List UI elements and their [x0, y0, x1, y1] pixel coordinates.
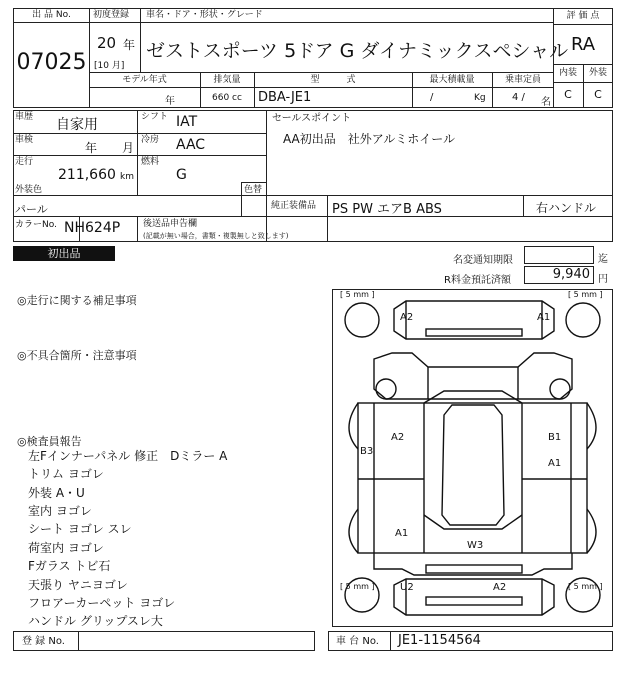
tire-label-rl: [ 5 mm ] [340, 582, 375, 591]
chassis-value: JE1-1154564 [398, 633, 481, 648]
tire-front-left [345, 303, 379, 337]
mileage-label: 走行 [15, 157, 34, 167]
mark-front-bumper-right: A1 [537, 312, 551, 323]
front-bumper [394, 301, 554, 339]
tire-label-rr: [ 5 mm ] [568, 582, 603, 591]
report-line: 天張り ヤニヨゴレ [28, 578, 128, 592]
chassis-label: 車 台 No. [336, 636, 379, 647]
mileage-value: 211,660 [58, 167, 116, 183]
left-headlight [376, 379, 396, 399]
recycle-label: R料金預託済額 [444, 275, 511, 286]
eval-score: RA [570, 34, 596, 55]
body-frame [358, 403, 587, 553]
recycle-unit: 円 [598, 274, 608, 285]
defects-label: ◎不具合箇所・注意事項 [17, 349, 137, 362]
name-change-label: 名変通知期限 [453, 255, 513, 266]
tire-rr-unit: mm [581, 582, 597, 591]
color-value: パール [15, 203, 48, 216]
history-label: 車歴 [15, 112, 34, 122]
car-outline [332, 289, 613, 627]
tire-label-fr: [ 5 mm ] [568, 290, 603, 299]
first-reg-year: 20 [97, 34, 117, 52]
first-reg-month: [10 月] [94, 61, 125, 71]
name-change-box [524, 246, 594, 264]
inspector-label: ◎検査員報告 [17, 435, 82, 448]
first-reg-label: 初度登録 [93, 10, 130, 20]
inspection-label: 車検 [15, 135, 34, 145]
capacity-label: 乗車定員 [504, 75, 541, 85]
ac-label: 冷房 [141, 135, 160, 145]
color-no-value: NH624P [64, 220, 121, 236]
lot-label: 出 品 No. [32, 10, 71, 20]
report-line: トリム ヨゴレ [28, 467, 104, 481]
history-value: 自家用 [56, 117, 98, 133]
tire-fr-value: 5 [573, 290, 579, 299]
tire-fr-unit: mm [581, 290, 597, 299]
sales-point-value: AA初出品 社外アルミホイール [283, 132, 456, 146]
tire-label-fl: [ 5 mm ] [340, 290, 375, 299]
reg-no-label: 登 録 No. [22, 636, 65, 647]
max-load-unit: Kg [474, 93, 486, 103]
report-line: 荷室内 ヨゴレ [28, 541, 104, 555]
mark-rear-bumper-left: U2 [400, 582, 414, 593]
rear-plate [426, 565, 522, 573]
shift-value: IAT [176, 114, 198, 130]
model-year-value: 年 [165, 96, 175, 107]
tire-front-right [566, 303, 600, 337]
recycle-value: 9,940 [552, 267, 590, 282]
driving-notes-label: ◎走行に関する補足事項 [17, 294, 137, 307]
repaint-label: 色替 [244, 185, 263, 195]
eval-label: 評 価 点 [566, 11, 600, 21]
equipment-value: PS PW エアB ABS [332, 202, 442, 217]
tire-rl-value: 5 [345, 582, 351, 591]
right-headlight [550, 379, 570, 399]
color-label: 外装色 [15, 185, 43, 195]
mark-rear-bumper-right: A2 [493, 582, 507, 593]
roof [442, 405, 504, 525]
report-line: シート ヨゴレ スレ [28, 522, 132, 536]
car-name: ゼストスポーツ 5ドア G ダイナミックスペシャル [146, 40, 569, 62]
report-line: フロアーカーペット ヨゴレ [28, 596, 176, 610]
mark-right-rear-door: A1 [548, 458, 562, 469]
shift-label: シフト [141, 112, 169, 122]
report-line: 外装 A・U [28, 486, 85, 500]
post-note: (記載が無い場合，書類・複製無しと致します) [143, 232, 289, 240]
exterior-label: 外装 [588, 68, 607, 78]
color-no-label: カラーNo. [15, 220, 57, 230]
mark-right-front-door: B1 [548, 432, 562, 443]
capacity-unit: 名 [541, 97, 551, 108]
report-line: Fガラス トビ石 [28, 559, 111, 573]
type-value: DBA-JE1 [258, 90, 312, 105]
sales-point-label: セールスポイント [272, 113, 352, 124]
capacity-value: 4 / [512, 92, 525, 103]
mark-left-front-door: A2 [391, 432, 405, 443]
report-line: ハンドル グリップスレ大 [28, 614, 163, 628]
max-load-value: / [430, 92, 434, 103]
name-change-unit: 迄 [598, 254, 608, 265]
front-body [374, 353, 572, 399]
ac-value: AAC [176, 137, 206, 153]
type-label: 型 式 [310, 75, 356, 85]
mileage-unit: km [120, 172, 134, 182]
front-grille [426, 329, 522, 336]
max-load-label: 最大積載量 [429, 75, 475, 85]
first-reg-year-unit: 年 [123, 38, 136, 52]
interior-score: C [564, 88, 572, 101]
tire-fl-value: 5 [345, 290, 351, 299]
mark-left-rear: A1 [395, 528, 409, 539]
interior-label: 内装 [558, 68, 577, 78]
inspection-month: 月 [122, 141, 135, 155]
fuel-label: 燃料 [141, 157, 160, 167]
mark-front-bumper-left: A2 [400, 312, 414, 323]
tire-fl-unit: mm [353, 290, 369, 299]
mark-left-front-fender: B3 [360, 446, 374, 457]
displacement-label: 排気量 [213, 75, 241, 85]
fuel-value: G [176, 167, 187, 183]
equipment-label: 純正装備品 [271, 201, 317, 211]
exterior-score: C [594, 88, 602, 101]
tire-rl-unit: mm [353, 582, 369, 591]
model-year-label: モデル年式 [122, 75, 167, 85]
inspection-year: 年 [85, 141, 98, 155]
mark-roof: W3 [467, 540, 484, 551]
name-label: 車名・ドア・形状・グレード [146, 10, 263, 20]
displacement-value: 660 cc [212, 93, 242, 103]
lot-number: 07025 [16, 50, 87, 75]
tire-rr-value: 5 [573, 582, 579, 591]
steering-value: 右ハンドル [536, 201, 597, 215]
report-line: 室内 ヨゴレ [28, 504, 92, 518]
first-listing-badge: 初出品 [13, 246, 115, 261]
report-line: 左Fインナーパネル 修正 Dミラー A [28, 449, 228, 463]
post-label: 後送品申告欄 [143, 219, 198, 229]
